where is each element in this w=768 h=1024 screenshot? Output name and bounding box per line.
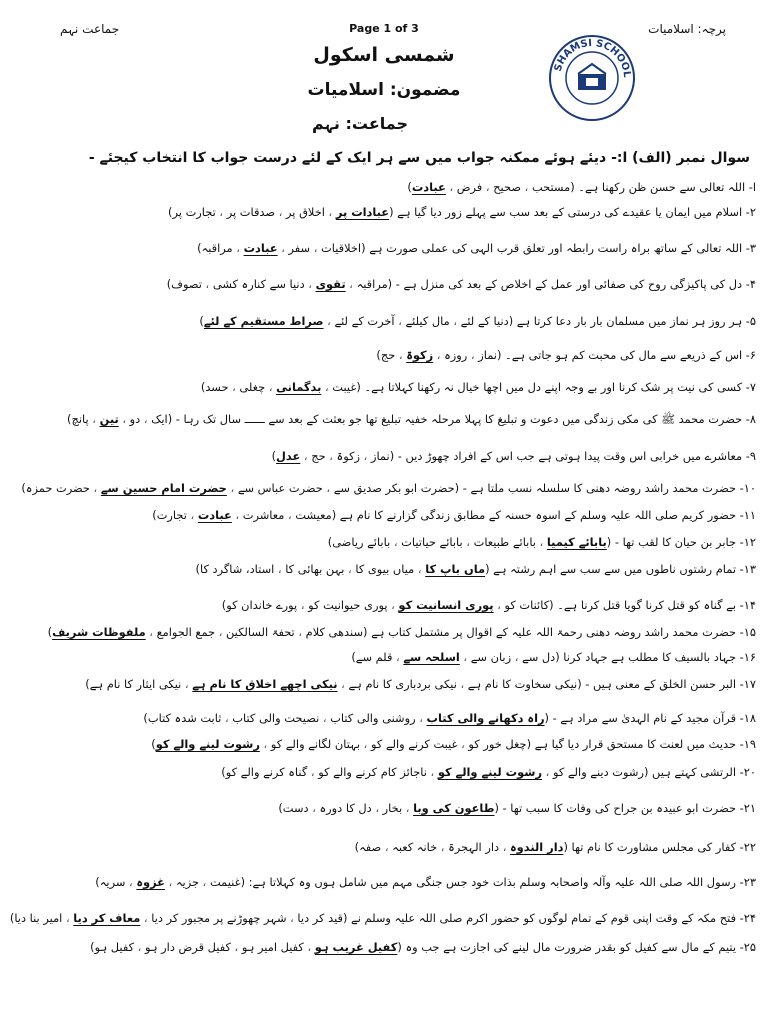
answer-option: قلم سے — [355, 650, 393, 664]
answer-option: غیبت کرنے والے کو — [370, 737, 458, 751]
question-row: ۵- ہر روز ہر نماز میں مسلمان بار بار دعا کرتا ہے (دنیا کے لئے ، مال کیلئے ، آخرت کے لئے ، صراط مستقیم کے لئے) — [199, 314, 756, 328]
answer-option: رشوت دینے والے کو — [552, 765, 644, 779]
answer-option: معیشت — [295, 508, 332, 522]
selected-answer: تقوی — [315, 277, 346, 291]
question-row: ۱۵- حضرت محمد راشد روضہ دھنی رحمۃ اللہ علیہ کے اقوال پر مشتمل کتاب ہے (سندھی کلام ، تحفۃ السالکین ، جمع الجوامع ، ملفوظات شریف) — [47, 625, 756, 639]
answer-option: دل سے — [522, 650, 556, 664]
question-row: ۱۶- جہاد بالسیف کا مطلب ہے جہاد کرنا (دل سے ، زبان سے ، اسلحہ سے ، قلم سے) — [351, 650, 756, 664]
answer-option: روزہ — [444, 348, 468, 362]
question-text: ۵- ہر روز ہر نماز میں مسلمان بار بار دعا کرتا ہے — [516, 314, 756, 328]
question-row: ۲۳- رسول اللہ صلی اللہ علیہ وآلہ واصحابہ وسلم بذات خود جس جنگی مہم میں شامل ہوں وہ کہلاتا ہے: (غنیمت ، جزیہ ، غزوہ ، سریہ) — [95, 875, 756, 889]
selected-answer: ملفوظات شریف — [52, 625, 146, 639]
question-text: ۲۳- رسول اللہ صلی اللہ علیہ وآلہ واصحابہ وسلم بذات خود جس جنگی مہم میں شامل ہوں وہ کہلاتا ہے: — [248, 875, 756, 889]
answer-option: ثابت شدہ کتاب — [147, 711, 222, 725]
question-row: ۲۲- کفار کی مجلس مشاورت کا نام تھا (دار الندوہ ، دار الہجرۃ ، خانہ کعبہ ، صفہ) — [354, 840, 756, 854]
question-text: ۲- اسلام میں ایمان یا عقیدے کی درستی کے بعد سب سے پہلے زور دیا گیا ہے — [397, 205, 756, 219]
selected-answer: ماں باپ کا — [425, 562, 486, 576]
answer-option: امیر بنا دیا — [14, 911, 63, 925]
answer-option: دل کا دورہ — [319, 801, 372, 815]
question-text: ا- اللہ تعالی سے حسن ظن رکھنا ہے۔ — [578, 180, 756, 194]
selected-answer: طاعون کی وبا — [413, 801, 495, 815]
answer-option: دو — [129, 412, 141, 426]
selected-answer: صراط مستقیم کے لئے — [203, 314, 324, 328]
answer-option: اخلاقیات — [321, 241, 362, 255]
answer-option: حج — [380, 348, 396, 362]
answer-option: بابائے حیاتیات — [401, 535, 463, 549]
answer-option: شہر چھوڑنے پر مجبور کر دیا — [151, 911, 287, 925]
question-row: ا- اللہ تعالی سے حسن ظن رکھنا ہے۔ (مستحب ، صحیح ، فرض ، عبادت) — [407, 180, 756, 194]
selected-answer: عبادات پر — [335, 205, 390, 219]
selected-answer: رشوت لینے والے کو — [155, 737, 260, 751]
answer-option: حضرت ابو بکر صدیق سے — [333, 481, 455, 495]
question-text: ۲۰- الرتشی کہتے ہیں — [652, 765, 756, 779]
answer-option: آخرت کے لئے — [334, 314, 395, 328]
question-row: ۱۸- قرآن مجید کے نام الہدیٰ سے مراد ہے - (راہ دکھانے والی کتاب ، روشنی والی کتاب ، نصیحت والی کتاب ، ثابت شدہ کتاب) — [143, 711, 756, 725]
selected-answer: زکوۃ — [406, 348, 434, 362]
class-title: جماعت: نہم — [312, 114, 409, 133]
answer-option: حسد — [205, 380, 229, 394]
answer-option: تجارت — [156, 508, 187, 522]
question-row: ۱۷- البر حسن الخلق کے معنی ہیں - (نیکی سخاوت کا نام ہے ، نیکی بردباری کا نام ہے ، نیکی اچھے اخلاق کا نام ہے ، نیکی ایثار کا نام ہے) — [85, 677, 756, 691]
selected-answer: پوری انسانیت کو — [398, 598, 494, 612]
subject-title: مضمون: اسلامیات — [307, 80, 461, 100]
answer-option: کفیل قرض دار ہو — [144, 940, 231, 954]
answer-option: روشنی والی کتاب — [330, 711, 416, 725]
answer-option: تحفۃ السالکین — [226, 625, 295, 639]
question-row: ۱۹- حدیث میں لعنت کا مستحق قرار دیا گیا ہے (چغل خور کو ، غیبت کرنے والے کو ، بہتان لگانے والے کو ، رشوت لینے والے کو) — [151, 737, 756, 751]
question-text: ۱۷- البر حسن الخلق کے معنی ہیں - — [585, 677, 756, 691]
answer-option: بابائے ریاضی — [332, 535, 391, 549]
answer-option: بخار — [382, 801, 403, 815]
answer-option: بابائے طبیعات — [473, 535, 536, 549]
answer-option: کفیل امیر ہو — [241, 940, 304, 954]
selected-answer: رشوت لینے والے کو — [437, 765, 543, 779]
answer-option: مراقبہ — [201, 241, 233, 255]
answer-option: معاشرت — [242, 508, 285, 522]
question-text: ۱۳- تمام رشتوں ناطوں میں سے سب سے اہم رشتہ ہے — [493, 562, 756, 576]
answer-option: پانچ — [71, 412, 89, 426]
answer-option: نماز — [370, 449, 390, 463]
logo-ring-text: SHAMSI SCHOOL — [552, 37, 633, 79]
question-row: ۱۱- حضور کریم صلی اللہ علیہ وسلم کے اسوہ حسنہ کے مطابق زندگی گزارنے کا نام ہے (معیشت ، معاشرت ، عبادت ، تجارت) — [152, 508, 756, 522]
selected-answer: اسلحہ سے — [403, 650, 460, 664]
answer-option: مستحب — [531, 180, 571, 194]
school-title: شمسی اسکول — [313, 44, 455, 66]
selected-answer: نیکی اچھے اخلاق کا نام ہے — [192, 677, 338, 691]
answer-option: حضرت عباس سے — [237, 481, 323, 495]
answer-option: صحیح — [493, 180, 522, 194]
header-subject: پرچہ: اسلامیات — [648, 22, 726, 36]
answer-option: نصیحت والی کتاب — [232, 711, 320, 725]
header-class: جماعت نہم — [60, 22, 120, 36]
question-row: ۱۳- تمام رشتوں ناطوں میں سے سب سے اہم رشتہ ہے (ماں باپ کا ، میاں بیوی کا ، بہن بھائی کا ، استاد، شاگرد کا) — [195, 562, 756, 576]
answer-option: جمع الجوامع — [156, 625, 216, 639]
page-indicator: Page 1 of 3 — [349, 22, 419, 35]
answer-option: غیبت — [332, 380, 357, 394]
question-row: ۱۴- بے گناہ کو قتل کرنا گویا قتل کرنا ہے۔ (کائنات کو ، پوری انسانیت کو ، پوری حیوانیت کو ، پورے خاندان کو) — [221, 598, 756, 612]
question-row: ۲۰- الرتشی کہتے ہیں (رشوت دینے والے کو ، رشوت لینے والے کو ، ناجائز کام کرنے والے کو ، گناہ کرنے والے کو) — [221, 765, 756, 779]
answer-option: خانہ کعبہ — [392, 840, 438, 854]
selected-answer: عدل — [276, 449, 301, 463]
answer-option: نماز — [478, 348, 497, 362]
question-row: ۱۰- حضرت محمد راشد روضہ دھنی کا سلسلہ نسب ملتا ہے - (حضرت ابو بکر صدیق سے ، حضرت عباس سے ، حضرت امام حسین سے ، حضرت حمزہ) — [21, 481, 756, 495]
question-text: ۷- کسی کی نیت پر شک کرنا اور بے وجہ اپنے دل میں اچھا خیال نہ رکھنا کہلاتا ہے۔ — [364, 380, 756, 394]
answer-option: تصوف — [171, 277, 202, 291]
answer-option: سندھی کلام — [305, 625, 364, 639]
question-text: ۲۱- حضرت ابو عبیدہ بن جراح کی وفات کا سبب تھا - — [502, 801, 756, 815]
question-row: ۹- معاشرے میں خرابی اس وقت پیدا ہوتی ہے جب اس کے افراد چھوڑ دیں - (نماز ، زکوۃ ، حج ، عدل) — [271, 449, 756, 463]
question-text: ۱۲- جابر بن حیان کا لقب تھا - — [614, 535, 756, 549]
question-row: ۳- اللہ تعالی کے ساتھ براہ راست رابطہ اور تعلق قرب الہی کی عملی صورت ہے (اخلاقیات ، سفر ، عبادت ، مراقبہ) — [197, 241, 756, 255]
answer-option: بہتان لگانے والے کو — [270, 737, 361, 751]
question-text: ۲۴- فتح مکہ کے وقت اپنی قوم کے تمام لوگوں کو حضور اکرم صلی اللہ علیہ وسلم نے — [351, 911, 756, 925]
answer-option: پورے خاندان کو — [226, 598, 298, 612]
answer-option: اخلاق پر — [286, 205, 325, 219]
answer-option: میاں بیوی کا — [355, 562, 415, 576]
selected-answer: غزوہ — [136, 875, 165, 889]
answer-option: ناجائز کام کرنے والے کو — [318, 765, 427, 779]
section-heading: سوال نمبر (الف) ا:- دیئے ہوئے ممکنہ جواب میں سے ہر ایک کے لئے درست جواب کا انتخاب کیجئے - — [88, 150, 750, 166]
svg-text:SHAMSI SCHOOL — [553, 38, 632, 79]
selected-answer: دار الندوہ — [510, 840, 564, 854]
answer-option: حج — [311, 449, 326, 463]
question-row: ۴- دل کی پاکیزگی روح کی صفائی اور عمل کے اخلاص کے بعد کی منزل ہے - (مراقبہ ، تقوی ، دنیا سے کنارہ کشی ، تصوف) — [166, 277, 756, 291]
question-text: ۸- حضرت محمد ﷺ کی مکی زندگی میں دعوت و تبلیغ کا پہلا مرحلہ خفیہ تبلیغ تھا جو بعثت کے بعد سے ــــــ سال تک رہا - — [175, 412, 756, 426]
question-text: ۹- معاشرے میں خرابی اس وقت پیدا ہوتی ہے جب اس کے افراد چھوڑ دیں - — [397, 449, 756, 463]
selected-answer: عبادت — [243, 241, 278, 255]
school-logo — [548, 34, 636, 122]
question-text: ۱۴- بے گناہ کو قتل کرنا گویا قتل کرنا ہے۔ — [557, 598, 756, 612]
answer-option: سریہ — [99, 875, 126, 889]
selected-answer: تین — [99, 412, 119, 426]
question-text: ۲۵- یتیم کے مال سے کفیل کو بقدر ضرورت مال لینے کی اجازت ہے جب وہ — [405, 940, 756, 954]
answer-option: استاد، شاگرد کا — [199, 562, 275, 576]
answer-option: کفیل ہو — [94, 940, 135, 954]
answer-option: دنیا کے لئے — [460, 314, 509, 328]
answer-option: کائنات کو — [504, 598, 550, 612]
answer-option: صفہ — [359, 840, 382, 854]
answer-option: دار الہجرۃ — [448, 840, 500, 854]
answer-option: تجارت پر — [172, 205, 216, 219]
answer-option: صدقات پر — [226, 205, 276, 219]
answer-option: بہن بھائی کا — [285, 562, 345, 576]
question-row: ۲۴- فتح مکہ کے وقت اپنی قوم کے تمام لوگوں کو حضور اکرم صلی اللہ علیہ وسلم نے (قید کر دیا ، شہر چھوڑنے پر مجبور کر دیا ، معاف کر دیا ، امیر بنا دیا) — [9, 911, 756, 925]
answer-option: جزیہ — [175, 875, 200, 889]
answer-option: سفر — [288, 241, 311, 255]
answer-option: گناہ کرنے والے کو — [225, 765, 308, 779]
answer-option: فرض — [456, 180, 483, 194]
answer-option: نیکی بردباری کا نام ہے — [348, 677, 457, 691]
selected-answer: کفیل غریب ہو — [314, 940, 398, 954]
question-text: ۱۵- حضرت محمد راشد روضہ دھنی رحمۃ اللہ علیہ کے اقوال پر مشتمل کتاب ہے — [371, 625, 756, 639]
question-row: ۶- اس کے ذریعے سے مال کی محبت کم ہو جاتی ہے۔ (نماز ، روزہ ، زکوۃ ، حج) — [376, 348, 756, 362]
answer-option: غنیمت — [209, 875, 241, 889]
answer-option: پوری حیوانیت کو — [308, 598, 388, 612]
answer-option: قید کر دیا — [297, 911, 343, 925]
answer-option: چغلی — [239, 380, 266, 394]
question-text: ۲۲- کفار کی مجلس مشاورت کا نام تھا — [571, 840, 756, 854]
answer-option: مال کیلئے — [405, 314, 450, 328]
question-text: ۳- اللہ تعالی کے ساتھ براہ راست رابطہ اور تعلق قرب الہی کی عملی صورت ہے — [369, 241, 756, 255]
selected-answer: عبادت — [197, 508, 232, 522]
question-row: ۱۲- جابر بن حیان کا لقب تھا - (بابائے کیمیا ، بابائے طبیعات ، بابائے حیاتیات ، بابائے ریاضی) — [327, 535, 756, 549]
answer-option: دنیا سے کنارہ کشی — [212, 277, 305, 291]
selected-answer: معاف کر دیا — [73, 911, 141, 925]
answer-option: نیکی ایثار کا نام ہے — [89, 677, 182, 691]
question-row: ۲۱- حضرت ابو عبیدہ بن جراح کی وفات کا سبب تھا - (طاعون کی وبا ، بخار ، دل کا دورہ ، دست) — [278, 801, 756, 815]
answer-option: حضرت حمزہ — [25, 481, 90, 495]
question-text: ۶- اس کے ذریعے سے مال کی محبت کم ہو جاتی ہے۔ — [505, 348, 756, 362]
answer-option: دست — [282, 801, 309, 815]
selected-answer: عبادت — [411, 180, 446, 194]
answer-option: زکوۃ — [336, 449, 361, 463]
question-row: ۷- کسی کی نیت پر شک کرنا اور بے وجہ اپنے دل میں اچھا خیال نہ رکھنا کہلاتا ہے۔ (غیبت ، بدگمانی ، چغلی ، حسد) — [200, 380, 756, 394]
selected-answer: بابائے کیمیا — [546, 535, 607, 549]
question-row: ۲۵- یتیم کے مال سے کفیل کو بقدر ضرورت مال لینے کی اجازت ہے جب وہ (کفیل غریب ہو ، کفیل امیر ہو ، کفیل قرض دار ہو ، کفیل ہو) — [90, 940, 756, 954]
answer-option: مراقبہ — [356, 277, 388, 291]
selected-answer: بدگمانی — [276, 380, 322, 394]
selected-answer: حضرت امام حسین سے — [100, 481, 227, 495]
question-text: ۱۰- حضرت محمد راشد روضہ دھنی کا سلسلہ نسب ملتا ہے - — [462, 481, 756, 495]
question-text: ۱۱- حضور کریم صلی اللہ علیہ وسلم کے اسوہ حسنہ کے مطابق زندگی گزارنے کا نام ہے — [339, 508, 756, 522]
answer-option: چغل خور کو — [468, 737, 527, 751]
answer-option: نیکی سخاوت کا نام ہے — [467, 677, 578, 691]
question-row: ۸- حضرت محمد ﷺ کی مکی زندگی میں دعوت و تبلیغ کا پہلا مرحلہ خفیہ تبلیغ تھا جو بعثت کے بعد سے ــــــ سال تک رہا - (ایک ، دو ، تین ، پانچ) — [67, 412, 756, 426]
question-text: ۱۶- جہاد بالسیف کا مطلب ہے جہاد کرنا — [563, 650, 756, 664]
question-row: ۲- اسلام میں ایمان یا عقیدے کی درستی کے بعد سب سے پہلے زور دیا گیا ہے (عبادات پر ، اخلاق پر ، صدقات پر ، تجارت پر) — [168, 205, 756, 219]
selected-answer: راہ دکھانے والی کتاب — [426, 711, 545, 725]
answer-option: ایک — [151, 412, 168, 426]
question-text: ۱۸- قرآن مجید کے نام الہدیٰ سے مراد ہے - — [552, 711, 756, 725]
question-text: ۱۹- حدیث میں لعنت کا مستحق قرار دیا گیا ہے — [534, 737, 756, 751]
question-text: ۴- دل کی پاکیزگی روح کی صفائی اور عمل کے اخلاص کے بعد کی منزل ہے - — [395, 277, 756, 291]
answer-option: زبان سے — [470, 650, 512, 664]
